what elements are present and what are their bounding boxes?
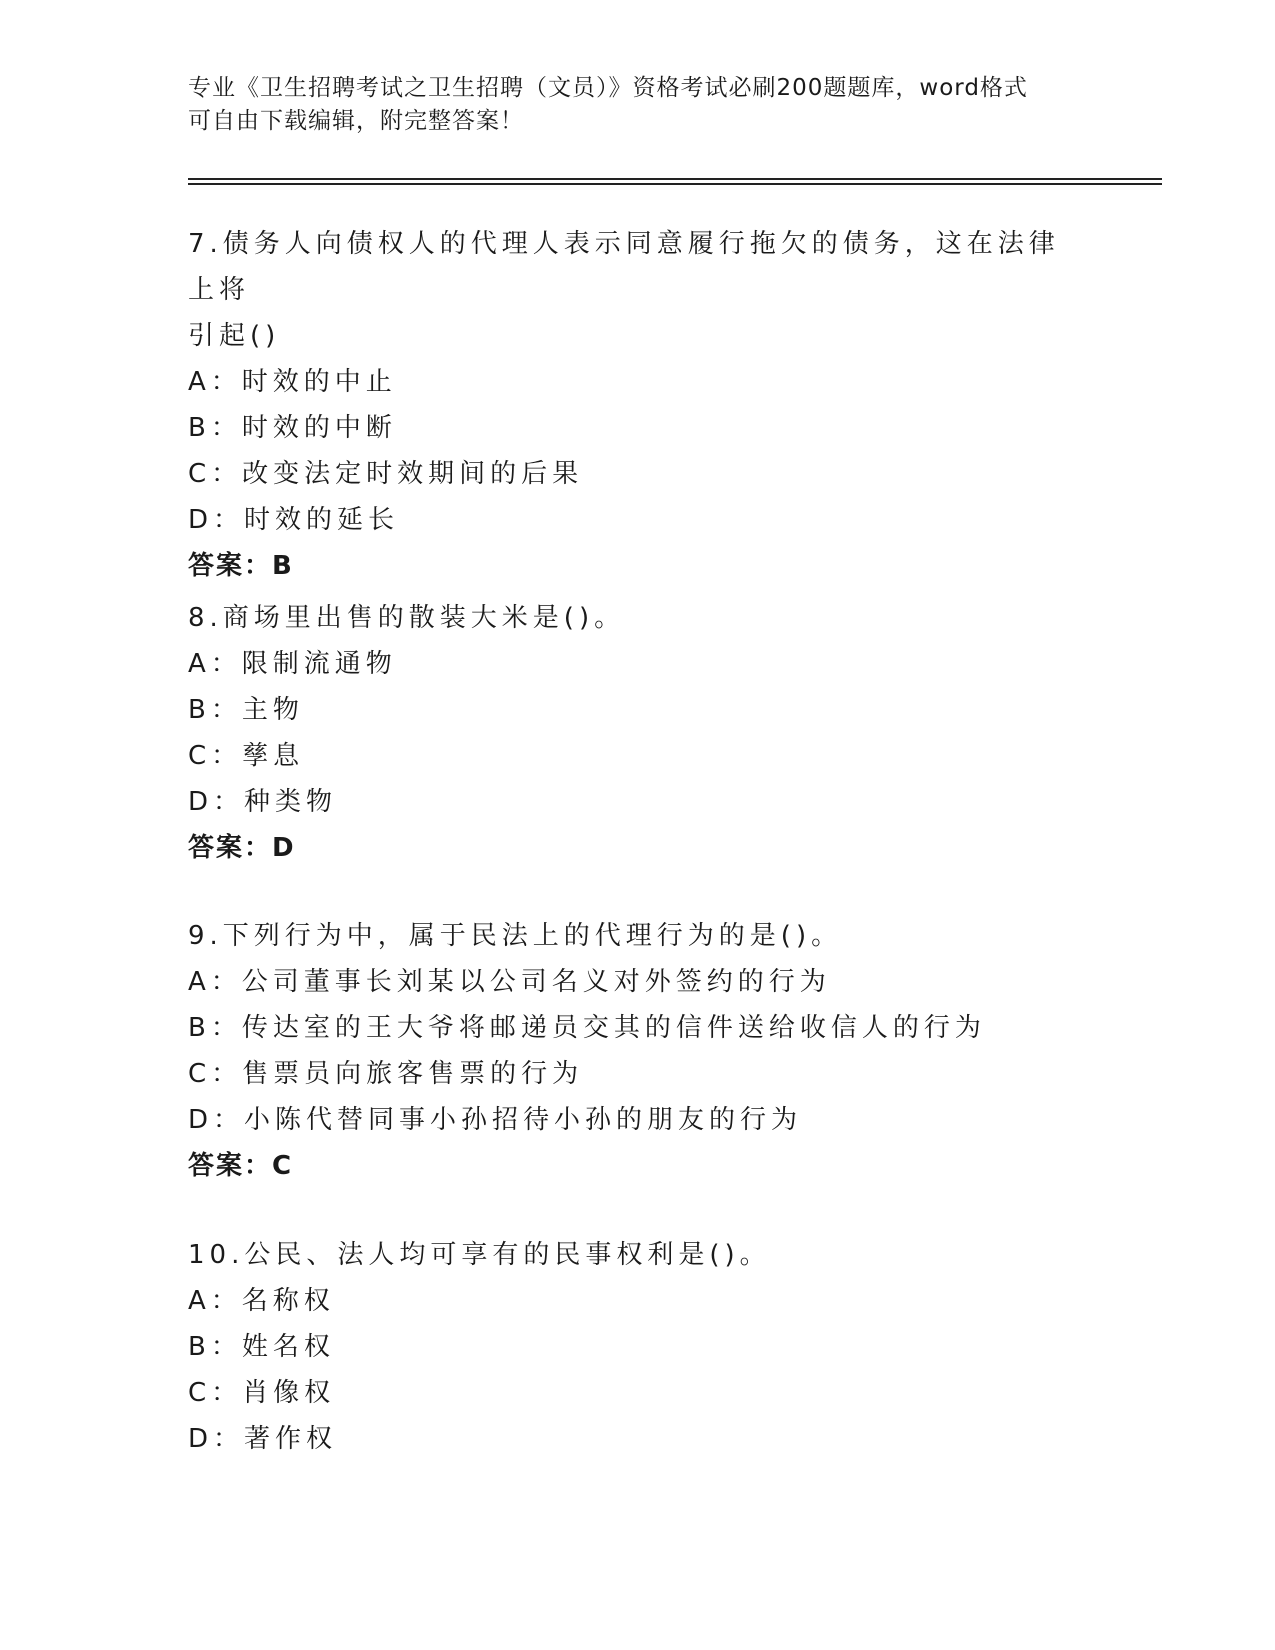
header-divider-bottom: [188, 183, 1162, 185]
answer: 答案：C: [188, 1151, 294, 1181]
option-d: D：小陈代替同事小孙招待小孙的朋友的行为: [188, 1105, 803, 1135]
option-c: C：孳息: [188, 741, 305, 771]
question-stem: 10.公民、法人均可享有的民事权利是()。: [188, 1240, 771, 1270]
option-d: D：时效的延长: [188, 505, 400, 535]
option-b: B：传达室的王大爷将邮递员交其的信件送给收信人的行为: [188, 1013, 986, 1043]
option-a: A：公司董事长刘某以公司名义对外签约的行为: [188, 967, 831, 997]
question-stem: 9.下列行为中，属于民法上的代理行为的是()。: [188, 921, 843, 951]
question-7: [188, 221, 1088, 589]
question-stem: 7.债务人向债权人的代理人表示同意履行拖欠的债务，这在法律上将: [188, 229, 1060, 305]
option-a: A：限制流通物: [188, 649, 397, 679]
option-b: B：时效的中断: [188, 413, 397, 443]
header-divider-top: [188, 178, 1162, 180]
option-c: C：售票员向旅客售票的行为: [188, 1059, 584, 1089]
document-header: [188, 72, 1088, 138]
question-stem: 8.商场里出售的散装大米是()。: [188, 603, 626, 633]
option-c: C：肖像权: [188, 1378, 336, 1408]
option-b: B：主物: [188, 695, 304, 725]
option-d: D：种类物: [188, 787, 338, 817]
option-a: A：名称权: [188, 1286, 335, 1316]
question-10: [188, 1232, 1088, 1462]
answer: 答案：D: [188, 833, 296, 863]
question-9: [188, 913, 1088, 1189]
question-stem-continued: 引起(): [188, 321, 281, 351]
header-line-2: 可自由下载编辑，附完整答案！: [188, 108, 524, 134]
option-c: C：改变法定时效期间的后果: [188, 459, 584, 489]
question-8: [188, 595, 1088, 871]
header-line-1: 专业《卫生招聘考试之卫生招聘（文员）》资格考试必刷200题题库，word格式: [188, 75, 1028, 101]
option-a: A：时效的中止: [188, 367, 397, 397]
option-d: D：著作权: [188, 1424, 338, 1454]
answer: 答案：B: [188, 551, 294, 581]
option-b: B：姓名权: [188, 1332, 335, 1362]
